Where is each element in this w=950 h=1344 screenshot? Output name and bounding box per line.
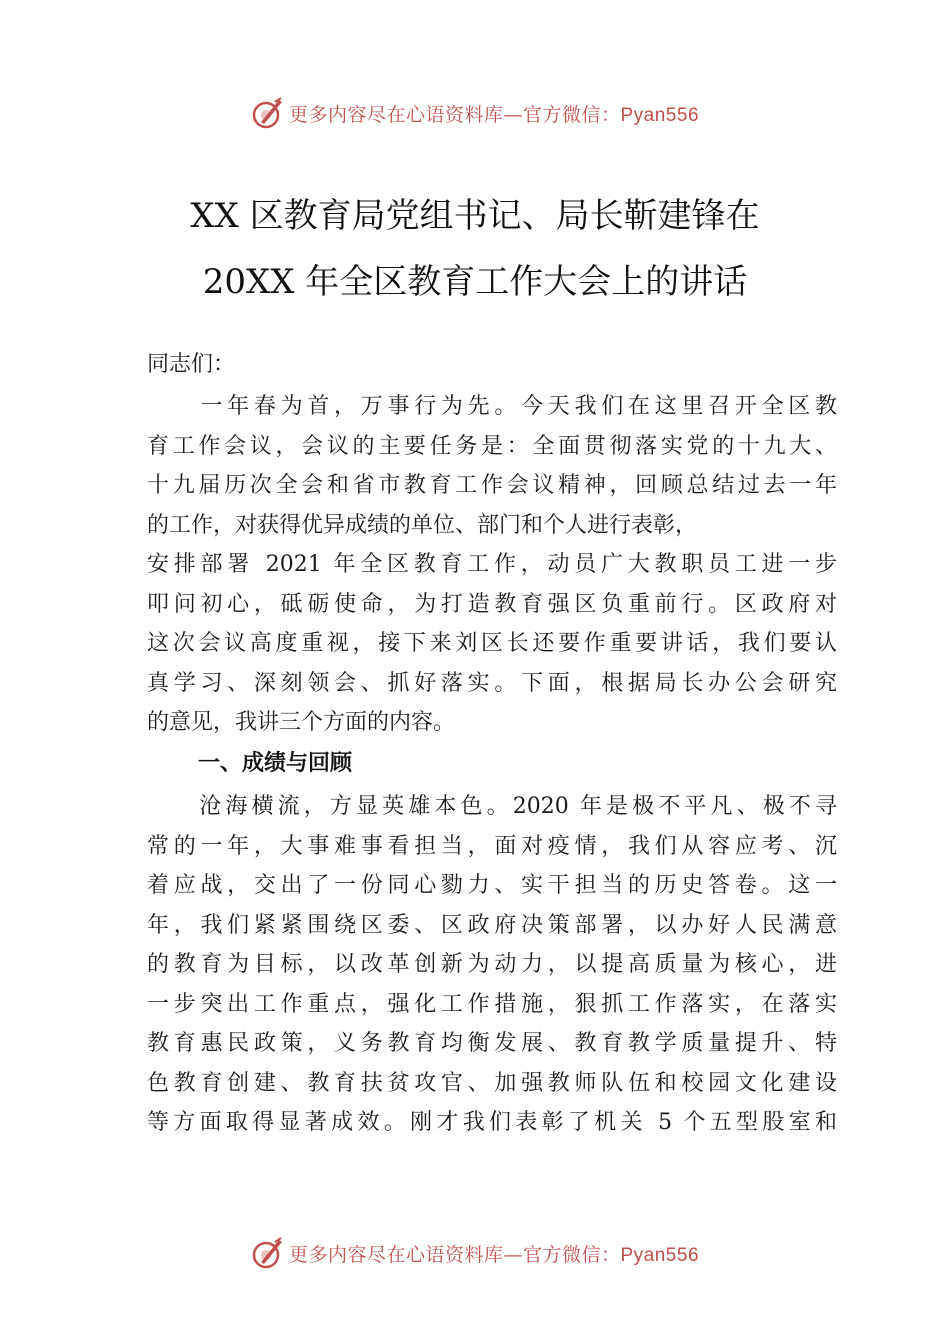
paragraph-line: 真学习、深刻领会、抓好落实。下面，根据局长办公会研究 [147, 670, 837, 696]
document-title-line-2: 20XX 年全区教育工作大会上的讲话 [202, 262, 748, 302]
paragraph-line: 沧海横流，方显英雄本色。2020 年是极不平凡、极不寻 [147, 794, 837, 819]
paragraph-line: 教育惠民政策，义务教育均衡发展、教育教学质量提升、特 [147, 1031, 837, 1056]
paragraph-line: 的教育为目标，以改革创新为动力，以提高质量为核心，进 [147, 952, 837, 977]
paragraph-line: 着应战，交出了一份同心勠力、实干担当的历史答卷。这一 [147, 873, 837, 898]
paragraph-line: 一步突出工作重点，强化工作措施，狠抓工作落实，在落实 [147, 991, 837, 1017]
salutation: 同志们： [147, 352, 236, 377]
quill-seal-icon [251, 96, 285, 130]
quill-seal-icon [251, 1236, 285, 1270]
paragraph-line: 一年春为首，万事行为先。今天我们在这里召开全区教 [147, 394, 837, 419]
banner-text: 更多内容尽在心语资料库—官方微信：Pyan556 [288, 1243, 700, 1266]
paragraph-1 [147, 387, 837, 743]
paragraph-line: 的工作，对获得优异成绩的单位、部门和个人进行表彰， [147, 512, 698, 538]
wechat-id: Pyan556 [620, 1244, 700, 1266]
paragraph-line: 十九届历次全会和省市教育工作会议精神，回顾总结过去一年 [147, 473, 837, 498]
paragraph-line: 色教育创建、教育扶贫攻官、加强教师队伍和校园文化建设 [147, 1070, 837, 1096]
banner-text: 更多内容尽在心语资料库—官方微信：Pyan556 [288, 103, 700, 126]
paragraph-line: 育工作会议，会议的主要任务是：全面贯彻落实党的十九大、 [147, 433, 837, 459]
paragraph-2 [147, 787, 837, 1143]
top-banner [0, 93, 950, 133]
paragraph-line: 常的一年，大事难事看担当，面对疫情，我们从容应考、沉 [147, 833, 837, 859]
document-title-line-1: XX 区教育局党组书记、局长靳建锋在 [190, 196, 760, 236]
paragraph-line: 安排部署 2021 年全区教育工作，动员广大教职员工进一步 [147, 552, 837, 577]
paragraph-line: 等方面取得显著成效。刚才我们表彰了机关 5 个五型股室和 [147, 1110, 837, 1135]
paragraph-line: 叩问初心，砥砺使命，为打造教育强区负重前行。区政府对 [147, 591, 837, 617]
paragraph-line: 这次会议高度重视，接下来刘区长还要作重要讲话，我们要认 [147, 631, 837, 656]
wechat-id: Pyan556 [620, 104, 700, 126]
bottom-banner [0, 1233, 950, 1273]
paragraph-line: 年，我们紧紧围绕区委、区政府决策部署，以办好人民满意 [147, 912, 837, 938]
section-heading: 一、成绩与回顾 [198, 751, 353, 776]
paragraph-line: 的意见，我讲三个方面的内容。 [147, 710, 456, 735]
